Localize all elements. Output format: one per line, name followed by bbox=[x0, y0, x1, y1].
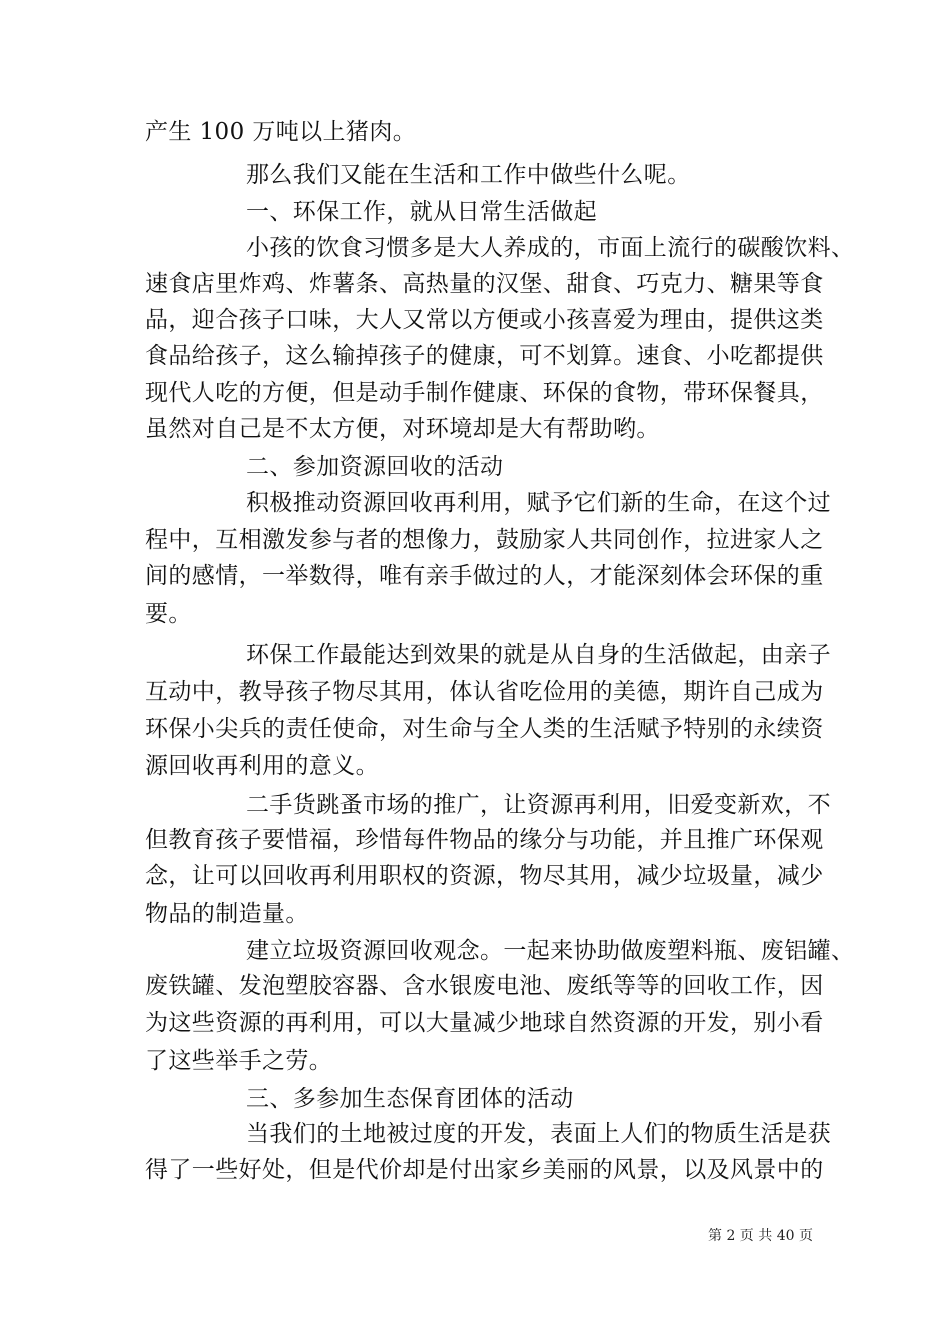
text-line: 间的感情，一举数得，唯有亲手做过的人，才能深刻体会环保的重 bbox=[145, 563, 824, 589]
text-line: 虽然对自己是不太方便，对环境却是大有帮助哟。 bbox=[145, 416, 660, 442]
section-heading: 二、参加资源回收的活动 bbox=[246, 454, 504, 480]
text-line: 念，让可以回收再利用职权的资源，物尽其用，减少垃圾量，减少 bbox=[145, 863, 824, 889]
text-line: 为这些资源的再利用，可以大量减少地球自然资源的开发，别小看 bbox=[145, 1010, 824, 1036]
text-line: 速食店里炸鸡、炸薯条、高热量的汉堡、甜食、巧克力、糖果等食 bbox=[145, 271, 824, 297]
text-line: 但教育孩子要惜福，珍惜每件物品的缘分与功能，并且推广环保观 bbox=[145, 827, 824, 853]
text-line: 环保工作最能达到效果的就是从自身的生活做起，由亲子 bbox=[246, 642, 831, 668]
text-line: 现代人吃的方便，但是动手制作健康、环保的食物，带环保餐具， bbox=[145, 380, 824, 406]
text-line: 品，迎合孩子口味，大人又常以方便或小孩喜爱为理由，提供这类 bbox=[145, 307, 824, 333]
section-heading: 三、多参加生态保育团体的活动 bbox=[246, 1086, 574, 1112]
text-line: 互动中，教导孩子物尽其用，体认省吃俭用的美德，期许自己成为 bbox=[145, 679, 824, 705]
text-line: 小孩的饮食习惯多是大人养成的，市面上流行的碳酸饮料、 bbox=[246, 235, 855, 261]
text-line: 产生 100 万吨以上猪肉。 bbox=[145, 119, 417, 145]
text-line: 当我们的土地被过度的开发，表面上人们的物质生活是获 bbox=[246, 1121, 831, 1147]
text-line: 二手货跳蚤市场的推广，让资源再利用，旧爱变新欢，不 bbox=[246, 792, 831, 818]
section-heading: 一、环保工作，就从日常生活做起 bbox=[246, 199, 597, 225]
text-line: 了这些举手之劳。 bbox=[145, 1048, 333, 1074]
text-line: 食品给孩子，这么输掉孩子的健康，可不划算。速食、小吃都提供 bbox=[145, 343, 824, 369]
text-line: 物品的制造量。 bbox=[145, 901, 309, 927]
page-footer: 第 2 页 共 40 页 bbox=[708, 1228, 813, 1244]
text-line: 要。 bbox=[145, 601, 192, 627]
text-line: 废铁罐、发泡塑胶容器、含水银废电池、废纸等等的回收工作，因 bbox=[145, 973, 824, 999]
text-line: 建立垃圾资源回收观念。一起来协助做废塑料瓶、废铝罐、 bbox=[246, 938, 855, 964]
text-line: 得了一些好处，但是代价却是付出家乡美丽的风景，以及风景中的 bbox=[145, 1157, 824, 1183]
text-line: 源回收再利用的意义。 bbox=[145, 753, 379, 779]
text-line: 程中，互相激发参与者的想像力，鼓励家人共同创作，拉进家人之 bbox=[145, 527, 824, 553]
text-line: 环保小尖兵的责任使命，对生命与全人类的生活赋予特别的永续资 bbox=[145, 716, 824, 742]
text-line: 那么我们又能在生活和工作中做些什么呢。 bbox=[246, 162, 691, 188]
text-line: 积极推动资源回收再利用，赋予它们新的生命，在这个过 bbox=[246, 490, 831, 516]
